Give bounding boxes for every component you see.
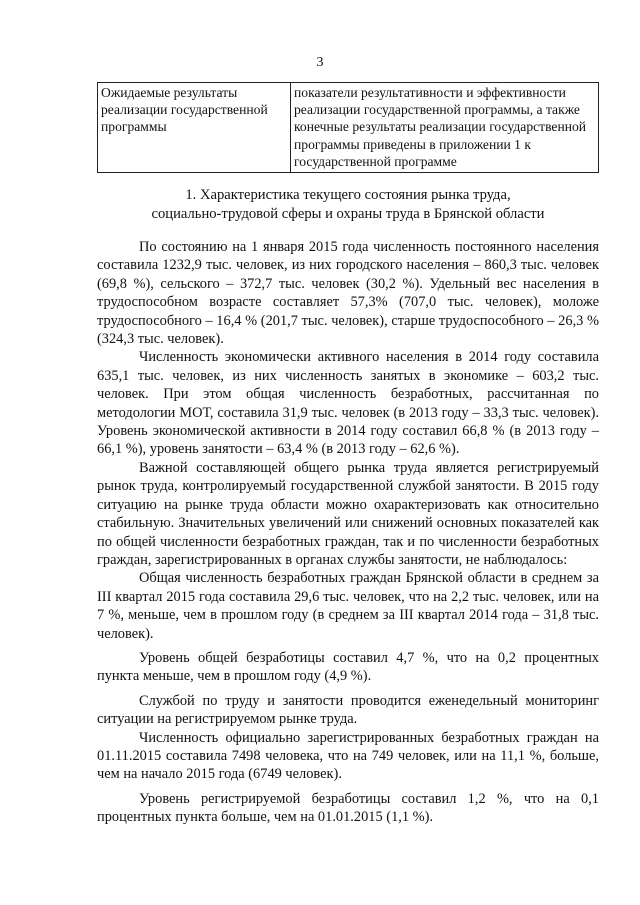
table-row: [98, 83, 599, 173]
paragraph: Общая численность безработных граждан Брянской области в среднем за III квартал 2015 года составила 29,6 тыс. человек, что на 2,2 тыс. человек, или на 7 %, меньше, чем в прошлом году (в среднем за III квартал 2014 года – 31,8 тыс. человек).: [97, 570, 599, 642]
table-label-cell: Ожидаемые результаты реализации государственной программы: [98, 83, 291, 173]
paragraph: Службой по труду и занятости проводится еженедельный мониторинг ситуации на регистрируемом рынке труда.: [97, 692, 599, 728]
paragraph: Численность официально зарегистрированных безработных граждан на 01.11.2015 составила 7498 человека, что на 749 человек, или на 11,1 %, больше, чем на начало 2015 года (6749 человек).: [97, 729, 599, 783]
info-table: [97, 82, 599, 173]
paragraph: Уровень общей безработицы составил 4,7 %, что на 0,2 процентных пункта меньше, чем в прошлом году (4,9 %).: [97, 649, 599, 685]
paragraph: По состоянию на 1 января 2015 года численность постоянного населения составила 1232,9 тыс. человек, из них городского населения – 860,3 тыс. человек (69,8 %), сельского – 372,7 тыс. человек (30,2 %). Удельный вес населения в трудоспособном возрасте составляет 57,3% (707,0 тыс. человек), моложе трудоспособного – 16,4 % (201,7 тыс. человек), старше трудоспособного – 26,3 % (324,3 тыс. человек).: [97, 239, 599, 348]
paragraph: Численность экономически активного населения в 2014 году составила 635,1 тыс. человек, из них численность занятых в экономике – 603,2 тыс. человек. При этом общая численность безработных, рассчитанная по методологии МОТ, составила 31,9 тыс. человек (в 2013 году – 33,3 тыс. человек). Уровень экономической активности в 2014 году составил 66,8 % (в 2013 году – 66,1 %), уровень занятости – 63,4 % (в 2013 году – 62,6 %).: [97, 349, 599, 458]
table-value-cell: показатели результативности и эффективности реализации государственной программы, а также конечные результаты реализации государственной программы приведены в приложении 1 к государственной программе: [291, 83, 599, 173]
page-number: 3: [316, 55, 324, 70]
paragraph: Уровень регистрируемой безработицы составил 1,2 %, что на 0,1 процентных пункта больше, чем на 01.01.2015 (1,1 %).: [97, 790, 599, 826]
section-title-line-2: социально-трудовой сферы и охраны труда в Брянской области: [151, 206, 545, 222]
paragraph: Важной составляющей общего рынка труда является регистрируемый рынок труда, контролируемый государственной службой занятости. В 2015 году ситуацию на рынке труда области можно охарактеризовать как относительно стабильную. Значительных увеличений или снижений основных показателей как по общей численности безработных граждан, так и по численности безработных граждан, зарегистрированных в органах службы занятости, не наблюдалось:: [97, 459, 599, 568]
section-title: [97, 186, 599, 224]
body-text: [97, 238, 599, 827]
section-title-line-1: 1. Характеристика текущего состояния рынка труда,: [185, 187, 511, 203]
